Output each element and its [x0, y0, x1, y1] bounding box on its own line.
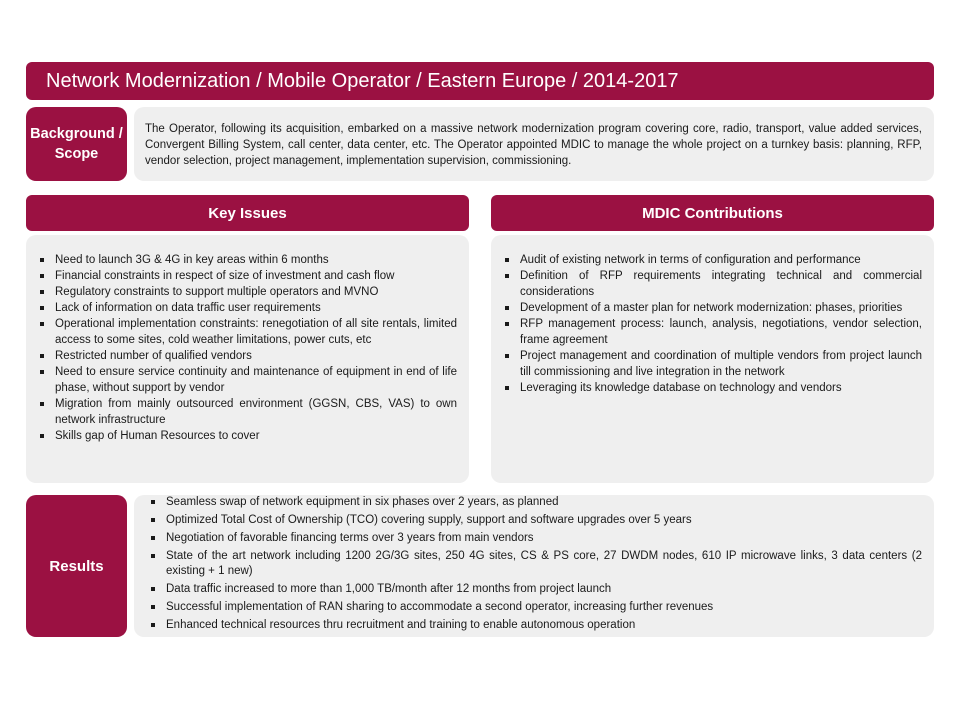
background-scope-label: Background / Scope: [26, 107, 127, 181]
list-item: Need to ensure service continuity and maintenance of equipment in end of life phase, without support by vendor: [37, 364, 457, 396]
list-item: Leveraging its knowledge database on technology and vendors: [502, 380, 922, 396]
mdic-contributions-header: MDIC Contributions: [491, 195, 934, 231]
list-item: Negotiation of favorable financing terms over 3 years from main vendors: [148, 531, 922, 546]
list-item: Financial constraints in respect of size of investment and cash flow: [37, 268, 457, 284]
list-item: Migration from mainly outsourced environment (GGSN, CBS, VAS) to own network infrastructure: [37, 396, 457, 428]
list-item: Successful implementation of RAN sharing to accommodate a second operator, increasing further revenues: [148, 600, 922, 615]
list-item: Operational implementation constraints: renegotiation of all site rentals, limited access to some sites, cold weather limitations, power cuts, etc: [37, 316, 457, 348]
page-title: Network Modernization / Mobile Operator / Eastern Europe / 2014-2017: [26, 62, 934, 100]
list-item: State of the art network including 1200 2G/3G sites, 250 4G sites, CS & PS core, 27 DWDM nodes, 610 IP microwave links, 3 data centers (2 existing + 1 new): [148, 549, 922, 579]
background-scope-text: The Operator, following its acquisition, embarked on a massive network modernization program covering core, radio, transport, value added services, Convergent Billing System, call center, data center, etc. The Operator appointed MDIC to manage the whole project on a turnkey basis: planning, RFP, vendor selection, project management, implementation supervision, commissioning.: [134, 107, 934, 181]
key-issues-header: Key Issues: [26, 195, 469, 231]
key-issues-list: [37, 252, 457, 444]
list-item: Data traffic increased to more than 1,000 TB/month after 12 months from project launch: [148, 582, 922, 597]
results-panel: [134, 495, 934, 637]
list-item: Enhanced technical resources thru recruitment and training to enable autonomous operation: [148, 618, 922, 633]
list-item: Need to launch 3G & 4G in key areas within 6 months: [37, 252, 457, 268]
mdic-contributions-panel: [491, 235, 934, 483]
key-issues-panel: [26, 235, 469, 483]
results-list: [148, 495, 922, 633]
mdic-contributions-list: [502, 252, 922, 396]
list-item: Project management and coordination of multiple vendors from project launch till commissioning and live integration in the network: [502, 348, 922, 380]
list-item: Lack of information on data traffic user requirements: [37, 300, 457, 316]
results-label: Results: [26, 495, 127, 637]
list-item: Optimized Total Cost of Ownership (TCO) covering supply, support and software upgrades over 5 years: [148, 513, 922, 528]
list-item: Seamless swap of network equipment in six phases over 2 years, as planned: [148, 495, 922, 510]
list-item: Audit of existing network in terms of configuration and performance: [502, 252, 922, 268]
list-item: Regulatory constraints to support multiple operators and MVNO: [37, 284, 457, 300]
list-item: Development of a master plan for network modernization: phases, priorities: [502, 300, 922, 316]
list-item: Definition of RFP requirements integrating technical and commercial considerations: [502, 268, 922, 300]
list-item: Restricted number of qualified vendors: [37, 348, 457, 364]
list-item: RFP management process: launch, analysis, negotiations, vendor selection, frame agreement: [502, 316, 922, 348]
list-item: Skills gap of Human Resources to cover: [37, 428, 457, 444]
